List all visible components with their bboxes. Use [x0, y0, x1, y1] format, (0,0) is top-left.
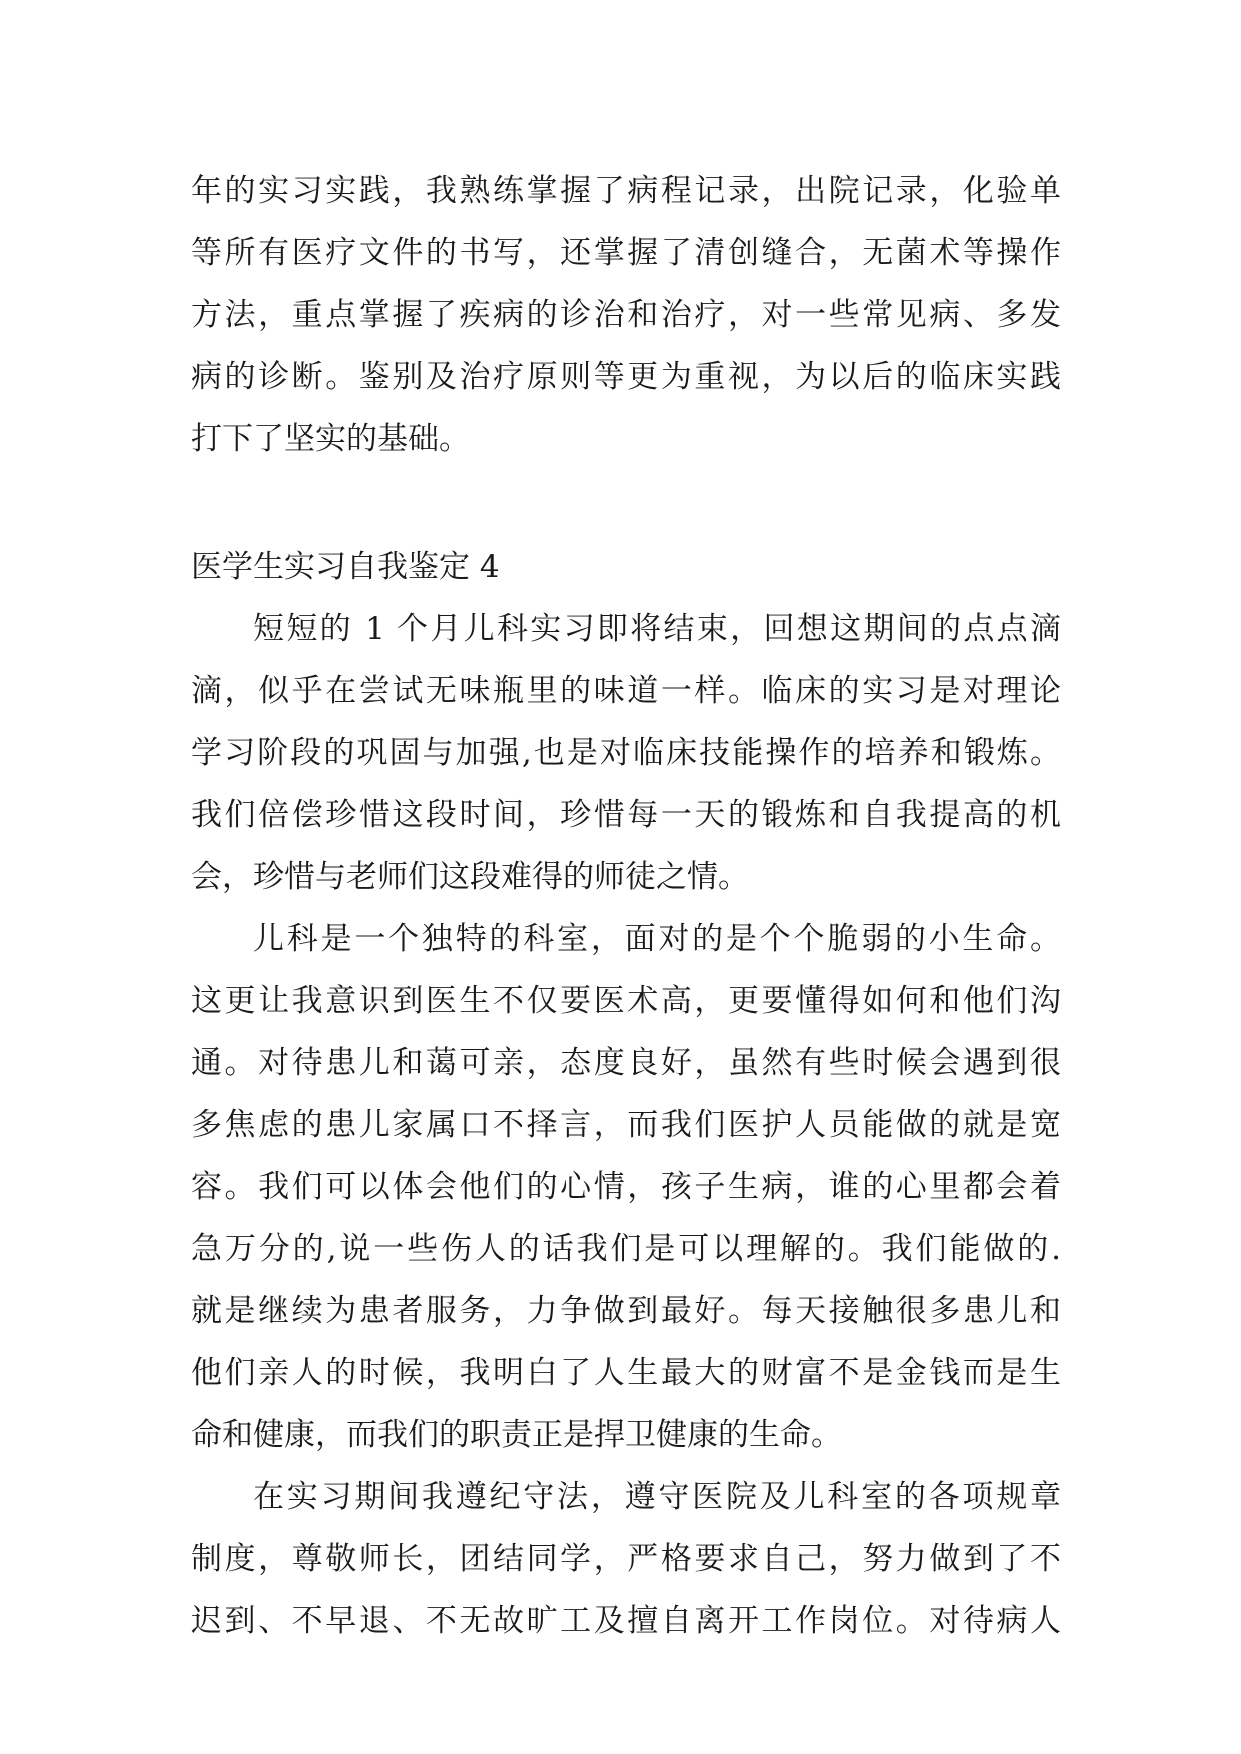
- text-line: 打下了坚实的基础。: [191, 421, 470, 457]
- paragraph-3: [191, 1466, 1061, 1652]
- text-line: 容。我们可以体会他们的心情，孩子生病，谁的心里都会着: [191, 1169, 1061, 1205]
- section1-paragraph: [191, 160, 1061, 470]
- text-line: 制度，尊敬师长，团结同学，严格要求自己，努力做到了不: [191, 1541, 1061, 1577]
- text-line: 急万分的,说一些伤人的话我们是可以理解的。我们能做的.: [191, 1231, 1061, 1267]
- text-line: 这更让我意识到医生不仅要医术高，更要懂得如何和他们沟: [191, 983, 1061, 1019]
- text-line: 会，珍惜与老师们这段难得的师徒之情。: [191, 859, 749, 895]
- text-line: 短短的 1 个月儿科实习即将结束，回想这期间的点点滴: [253, 611, 1061, 647]
- section-heading: 医学生实习自我鉴定 4: [191, 549, 500, 585]
- text-line: 命和健康，而我们的职责正是捍卫健康的生命。: [191, 1417, 842, 1453]
- text-line: 他们亲人的时候，我明白了人生最大的财富不是金钱而是生: [191, 1355, 1061, 1391]
- text-line: 年的实习实践，我熟练掌握了病程记录，出院记录，化验单: [191, 173, 1061, 209]
- text-line: 儿科是一个独特的科室，面对的是个个脆弱的小生命。: [253, 921, 1061, 957]
- text-line: 迟到、不早退、不无故旷工及擅自离开工作岗位。对待病人: [191, 1603, 1061, 1639]
- paragraph-gap: [191, 470, 1061, 536]
- text-line: 等所有医疗文件的书写，还掌握了清创缝合，无菌术等操作: [191, 235, 1061, 271]
- paragraph-1: [191, 598, 1061, 908]
- text-line: 方法，重点掌握了疾病的诊治和治疗，对一些常见病、多发: [191, 297, 1061, 333]
- text-line: 滴，似乎在尝试无味瓶里的味道一样。临床的实习是对理论: [191, 673, 1061, 709]
- text-line: 我们倍偿珍惜这段时间，珍惜每一天的锻炼和自我提高的机: [191, 797, 1061, 833]
- document-body: [191, 160, 1061, 1652]
- text-line: 病的诊断。鉴别及治疗原则等更为重视，为以后的临床实践: [191, 359, 1061, 395]
- text-line: 就是继续为患者服务，力争做到最好。每天接触很多患儿和: [191, 1293, 1061, 1329]
- text-line: 在实习期间我遵纪守法，遵守医院及儿科室的各项规章: [253, 1479, 1061, 1515]
- text-line: 学习阶段的巩固与加强,也是对临床技能操作的培养和锻炼。: [191, 735, 1061, 771]
- text-line: 通。对待患儿和蔼可亲，态度良好，虽然有些时候会遇到很: [191, 1045, 1061, 1081]
- text-line: 多焦虑的患儿家属口不择言，而我们医护人员能做的就是宽: [191, 1107, 1061, 1143]
- paragraph-2: [191, 908, 1061, 1466]
